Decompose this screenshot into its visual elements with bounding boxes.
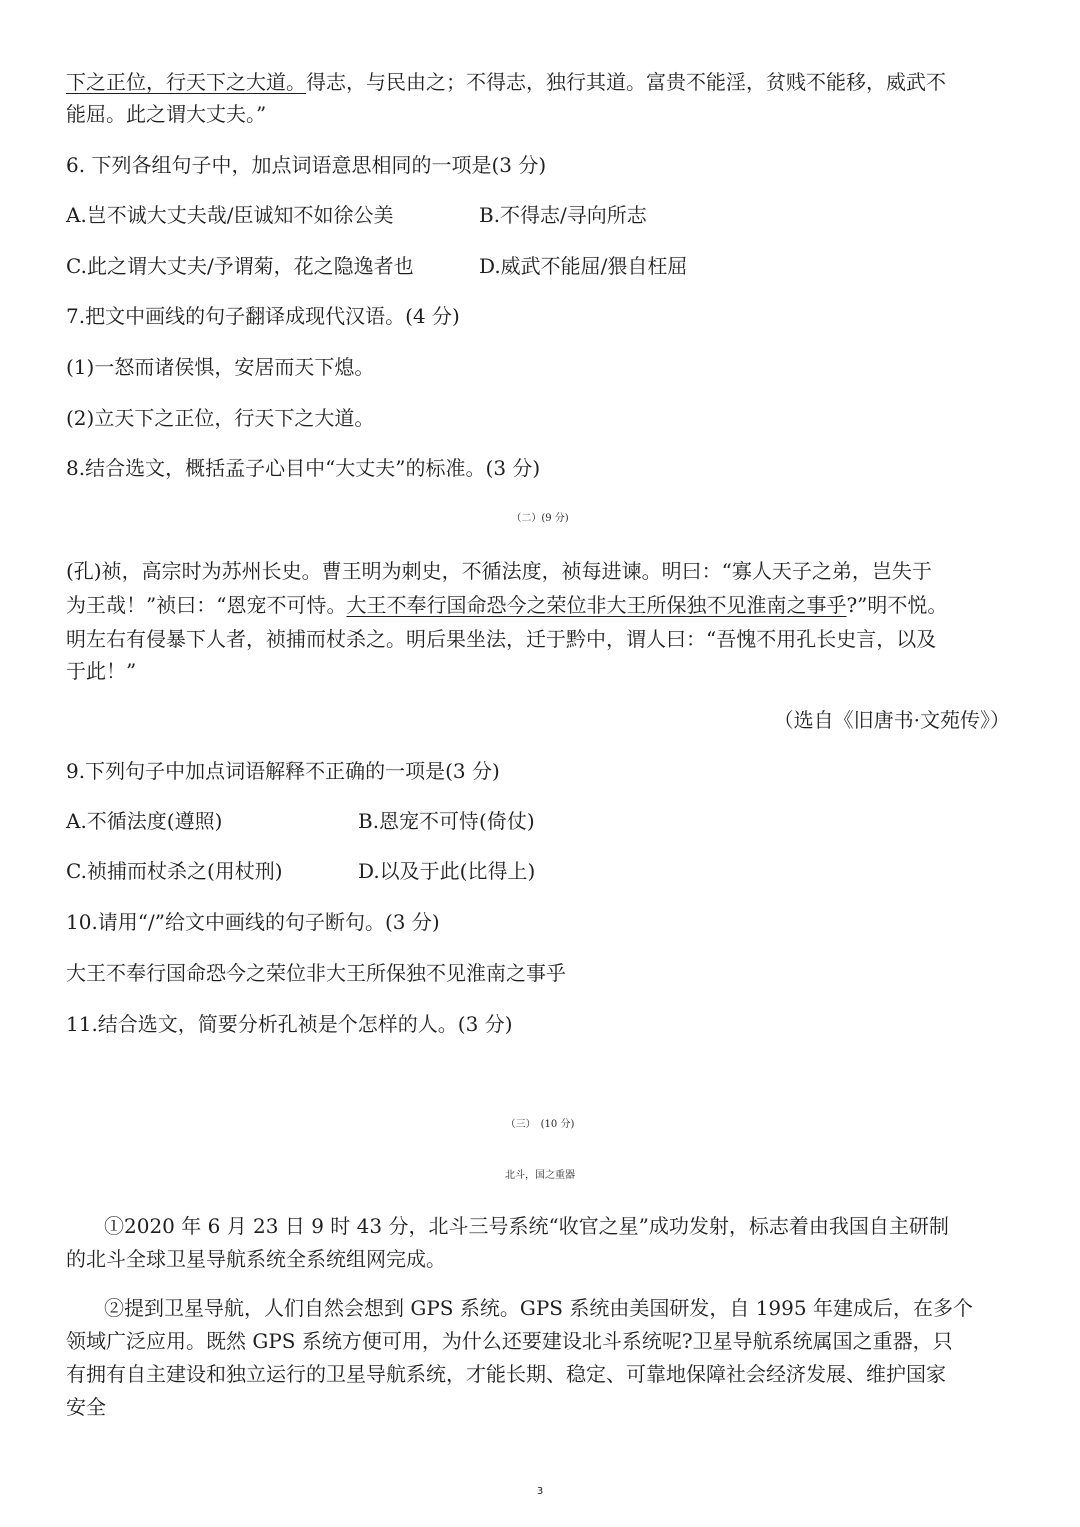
option-b: B.恩宠不可恃(倚仗) bbox=[358, 809, 535, 833]
option-c: C.祯捕而杖杀之(用杖刑) bbox=[66, 859, 283, 883]
option-a: A.不循法度(遵照) bbox=[66, 809, 223, 833]
passage-line-1 bbox=[66, 68, 946, 96]
passage-line bbox=[66, 591, 947, 619]
passage-text: 得志，与民由之；不得志，独行其道。富贵不能淫，贫贱不能移，威武不 bbox=[306, 70, 946, 94]
question-stem: 10.请用“/”给文中画线的句子断句。(3 分) bbox=[66, 910, 440, 934]
section-heading: （二）(9 分) bbox=[511, 513, 569, 524]
paragraph-line: 有拥有自主建设和独立运行的卫星导航系统，才能长期、稳定、可靠地保障社会经济发展、维护国家 bbox=[66, 1362, 946, 1386]
passage-line: 明左右有侵暴下人者，祯捕而杖杀之。明后果坐法，迁于黔中，谓人曰：“吾愧不用孔长史言，以及 bbox=[66, 627, 937, 651]
article-title: 北斗，国之重器 bbox=[505, 1170, 575, 1181]
underlined-sentence: 下之正位，行天下之大道。 bbox=[66, 70, 306, 94]
passage-line-2: 能屈。此之谓大丈夫。” bbox=[66, 102, 267, 126]
sentence-to-punctuate: 大王不奉行国命恐今之荣位非大王所保独不见淮南之事乎 bbox=[66, 961, 566, 985]
sub-item-1: (1)一怒而诸侯惧，安居而天下熄。 bbox=[66, 355, 375, 379]
section-heading: （三） (10 分) bbox=[505, 1119, 575, 1130]
underlined-sentence: 大王不奉行国命恐今之荣位非大王所保独不见淮南之事乎 bbox=[346, 593, 847, 617]
paragraph-line: 的北斗全球卫星导航系统全系统组网完成。 bbox=[66, 1247, 446, 1271]
question-11: 11.结合选文，简要分析孔祯是个怎样的人。(3 分) bbox=[66, 1012, 513, 1036]
option-d: D.威武不能屈/猥自枉屈 bbox=[479, 254, 688, 278]
option-d: D.以及于此(比得上) bbox=[358, 859, 536, 883]
passage-text: ?”明不悦。 bbox=[846, 593, 948, 617]
option-a: A.岂不诚大丈夫哉/臣诚知不如徐公美 bbox=[66, 203, 394, 227]
paragraph-line: ②提到卫星导航，人们自然会想到 GPS 系统。GPS 系统由美国研发，自 1995 年建成后，在多个 bbox=[104, 1296, 973, 1320]
question-8: 8.结合选文，概括孟子心目中“大丈夫”的标准。(3 分) bbox=[66, 456, 541, 480]
question-stem: 9.下列句子中加点词语解释不正确的一项是(3 分) bbox=[66, 759, 500, 783]
passage-line: 于此！” bbox=[66, 659, 137, 683]
passage-line: (孔)祯，高宗时为苏州长史。曹王明为刺史，不循法度，祯每进谏。明曰：“寡人天子之弟，岂失于 bbox=[66, 559, 932, 583]
paragraph-line: ①2020 年 6 月 23 日 9 时 43 分，北斗三号系统“收官之星”成功发射，标志着由我国自主研制 bbox=[104, 1214, 949, 1238]
question-stem: 7.把文中画线的句子翻译成现代汉语。(4 分) bbox=[66, 304, 460, 328]
paragraph-line: 安全 bbox=[66, 1395, 106, 1419]
option-c: C.此之谓大丈夫/予谓菊，花之隐逸者也 bbox=[66, 254, 414, 278]
source-citation: （选自《旧唐书·文苑传》） bbox=[773, 708, 1010, 732]
page-number: 3 bbox=[536, 1486, 544, 1497]
passage-text: 为王哉！”祯曰：“恩宠不可恃。 bbox=[66, 593, 347, 617]
option-b: B.不得志/寻向所志 bbox=[479, 203, 647, 227]
question-stem: 6. 下列各组句子中，加点词语意思相同的一项是(3 分) bbox=[66, 153, 547, 177]
sub-item-2: (2)立天下之正位，行天下之大道。 bbox=[66, 406, 375, 430]
paragraph-line: 领域广泛应用。既然 GPS 系统方便可用，为什么还要建设北斗系统呢?卫星导航系统属国之重器，只 bbox=[66, 1329, 953, 1353]
